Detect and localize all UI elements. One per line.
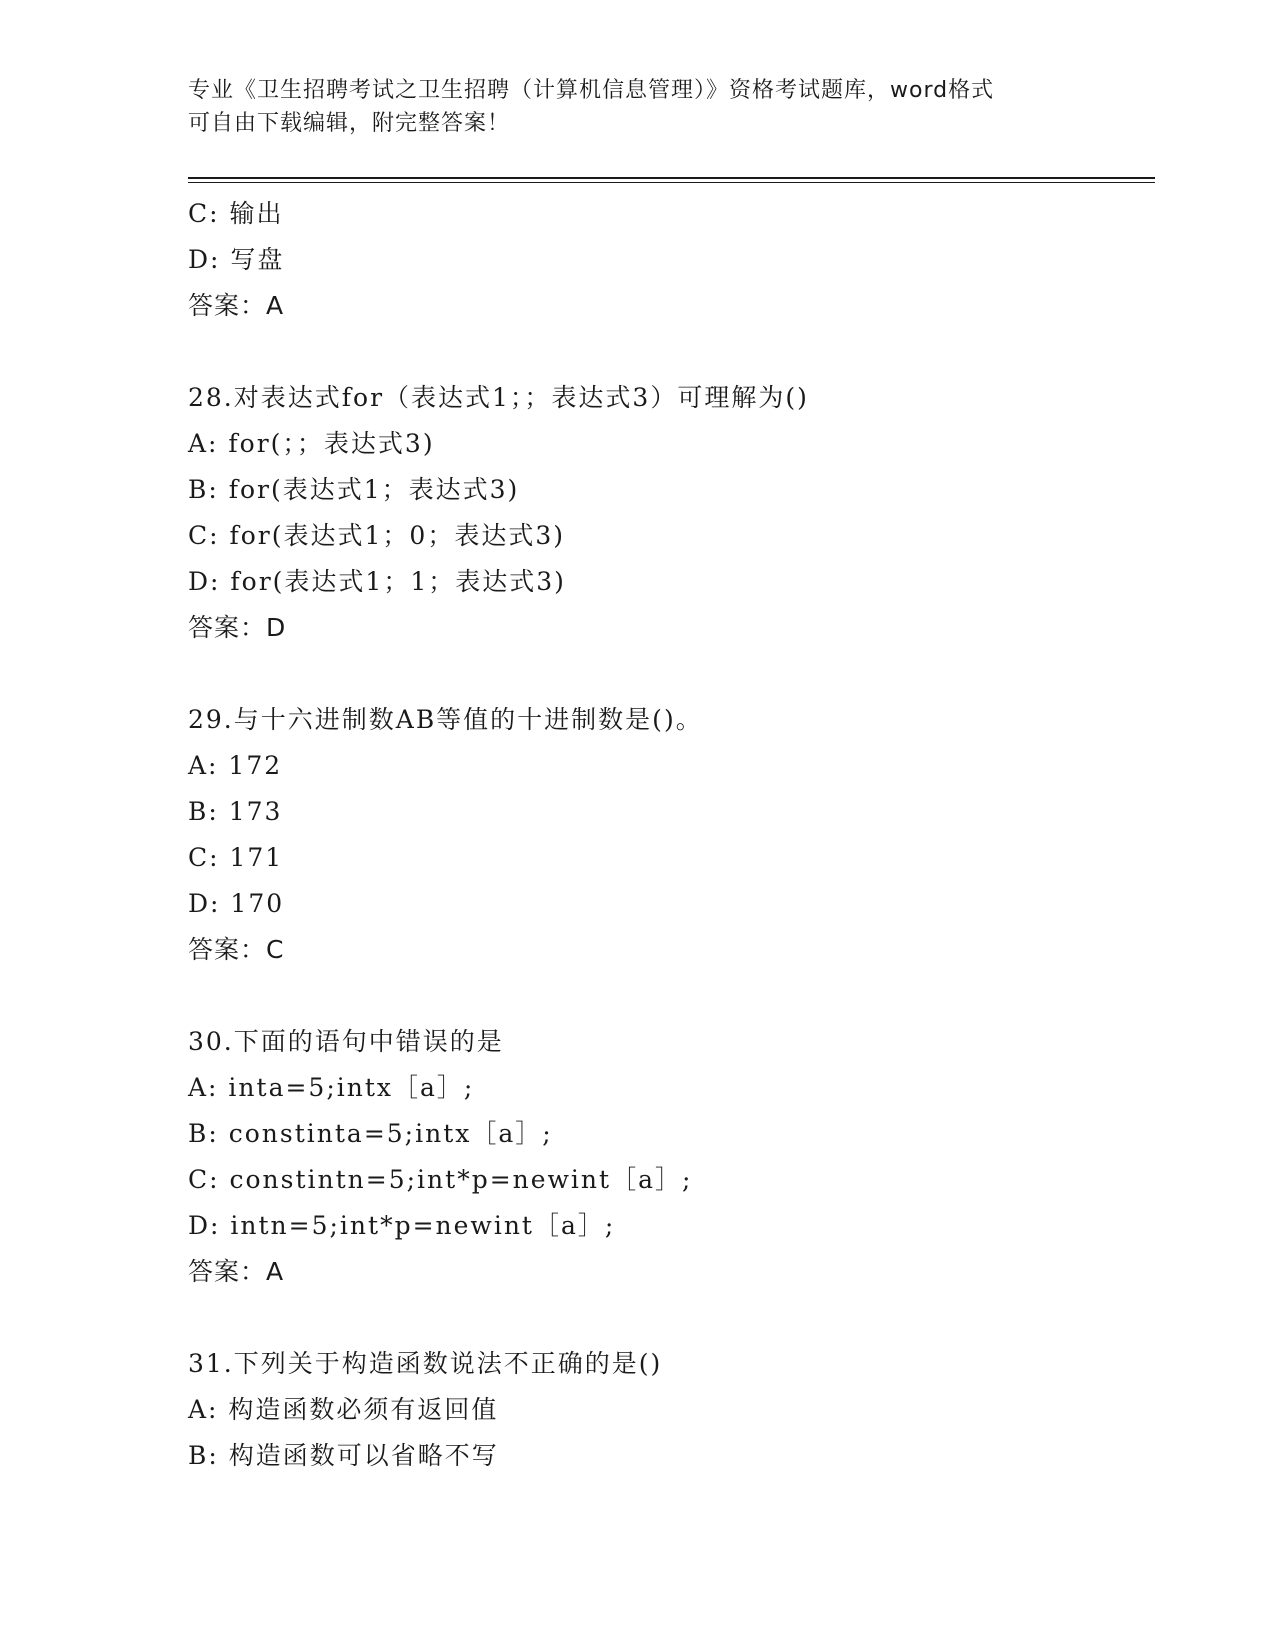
option-c: C: constintn=5;int*p=newint［a］; (188, 1165, 693, 1194)
option-d: D: for(表达式1；1；表达式3) (188, 567, 566, 596)
question-block-28 (188, 375, 1148, 651)
option-a: A: for(；；表达式3) (188, 429, 435, 458)
document-header (188, 74, 1088, 140)
question-text: 30.下面的语句中错误的是 (188, 1027, 504, 1056)
option-d: D: 170 (188, 889, 285, 918)
option-d: D: 写盘 (188, 245, 285, 274)
question-block-29 (188, 697, 1148, 973)
question-block-30 (188, 1019, 1148, 1295)
option-d: D: intn=5;int*p=newint［a］; (188, 1211, 616, 1240)
option-c: C: 输出 (188, 199, 284, 228)
header-line-1: 专业《卫生招聘考试之卫生招聘（计算机信息管理）》资格考试题库，word格式 (188, 78, 995, 103)
option-a: A: 172 (188, 751, 283, 780)
header-rule-thin (188, 182, 1155, 183)
header-line-2: 可自由下载编辑，附完整答案！ (188, 111, 511, 136)
option-c: C: for(表达式1；0；表达式3) (188, 521, 565, 550)
option-b: B: 173 (188, 797, 283, 826)
option-c: C: 171 (188, 843, 284, 872)
answer-line: 答案：C (188, 935, 285, 964)
option-a: A: inta=5;intx［a］; (188, 1073, 475, 1102)
question-text: 31.下列关于构造函数说法不正确的是() (188, 1349, 663, 1378)
option-b: B: for(表达式1；表达式3) (188, 475, 520, 504)
question-block-27 (188, 191, 1148, 329)
answer-line: 答案：D (188, 613, 287, 642)
option-b: B: 构造函数可以省略不写 (188, 1441, 499, 1470)
header-rule-thick (188, 177, 1155, 179)
option-b: B: constinta=5;intx［a］; (188, 1119, 553, 1148)
question-text: 29.与十六进制数AB等值的十进制数是()。 (188, 705, 703, 734)
answer-line: 答案：A (188, 1257, 285, 1286)
question-text: 28.对表达式for（表达式1；；表达式3）可理解为() (188, 383, 809, 412)
question-block-31 (188, 1341, 1148, 1479)
answer-line: 答案：A (188, 291, 285, 320)
option-a: A: 构造函数必须有返回值 (188, 1395, 499, 1424)
question-list (188, 191, 1148, 1479)
